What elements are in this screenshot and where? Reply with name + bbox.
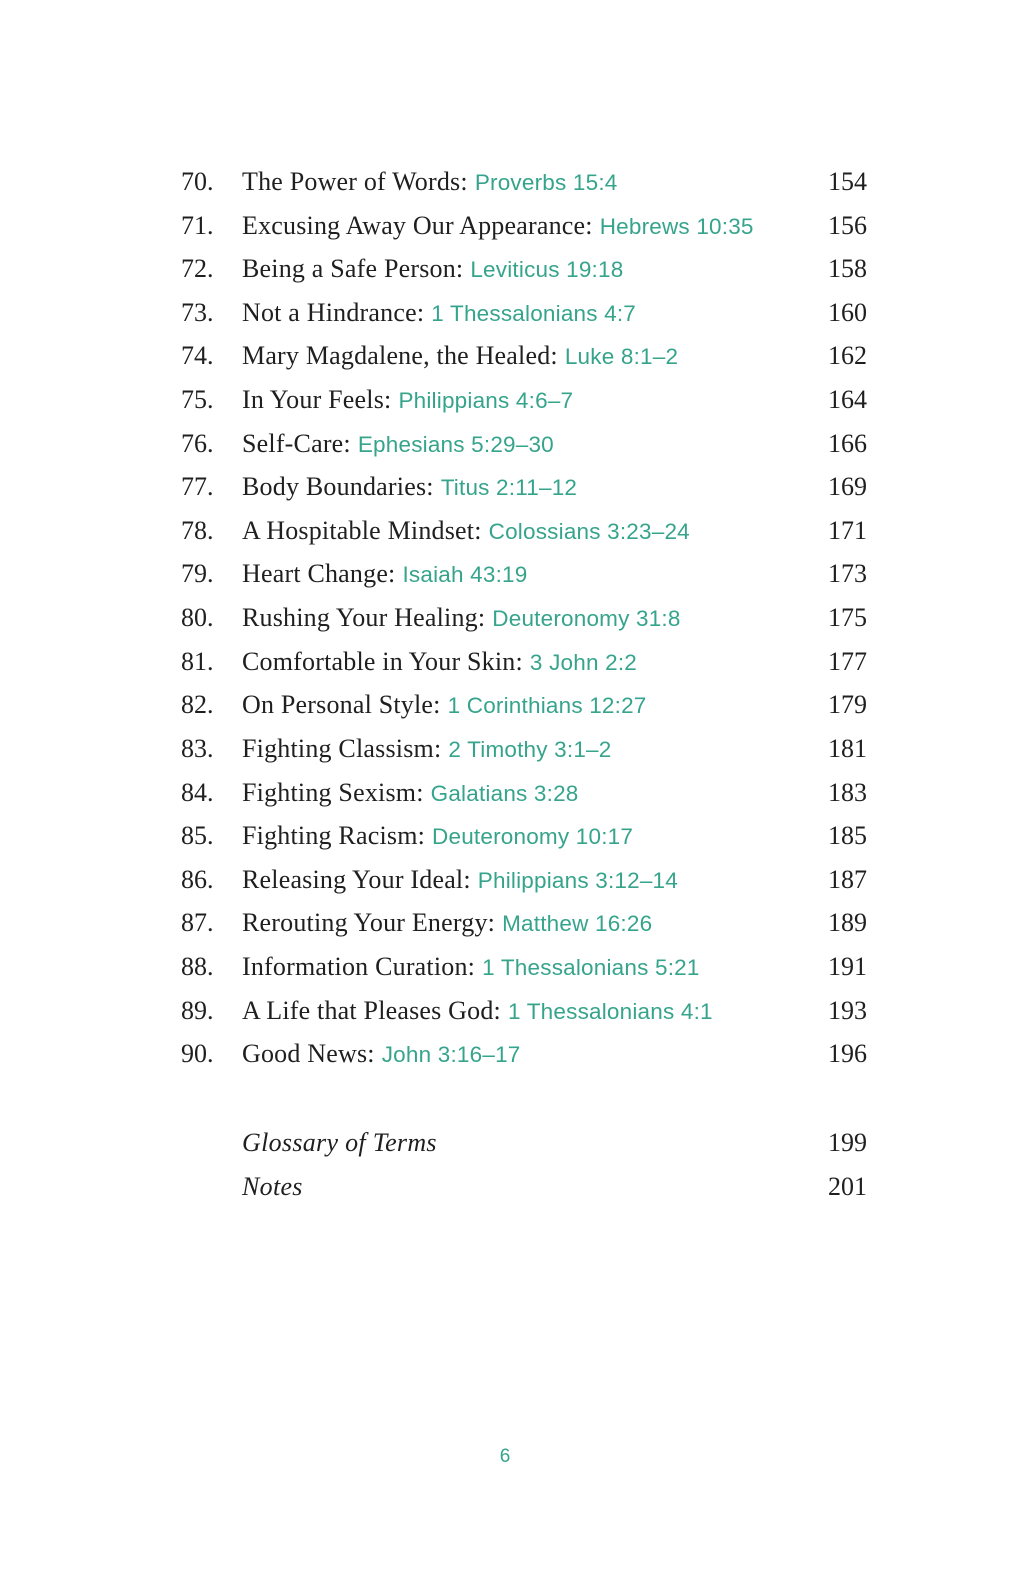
entry-number: 90. — [181, 1039, 214, 1069]
entry-title: Being a Safe Person: — [242, 254, 464, 284]
scripture-reference: John 3:16–17 — [381, 1042, 521, 1068]
entry-title: Fighting Racism: — [242, 821, 426, 851]
entry-title: On Personal Style: — [242, 690, 441, 720]
backmatter-title: Notes — [242, 1171, 303, 1201]
toc-entry — [181, 160, 867, 204]
toc-entry — [181, 771, 867, 815]
entry-page-number: 173 — [828, 559, 867, 589]
entry-title: Comfortable in Your Skin: — [242, 646, 523, 676]
entry-page-number: 162 — [828, 341, 867, 371]
scripture-reference: 1 Corinthians 12:27 — [447, 693, 647, 719]
scripture-reference: 2 Timothy 3:1–2 — [448, 736, 612, 762]
toc-entry — [181, 334, 867, 378]
scripture-reference: Philippians 4:6–7 — [398, 388, 574, 414]
entry-number: 81. — [181, 646, 214, 676]
entry-page-number: 169 — [828, 472, 867, 502]
entry-page-number: 181 — [828, 733, 867, 763]
toc-entry — [181, 378, 867, 422]
entry-title: Mary Magdalene, the Healed: — [242, 341, 558, 371]
toc-entry — [181, 858, 867, 902]
entry-title: Self-Care: — [242, 428, 351, 458]
entry-title: Rerouting Your Energy: — [242, 908, 496, 938]
entry-page-number: 160 — [828, 297, 867, 327]
entry-title: Information Curation: — [242, 951, 476, 981]
toc-entry — [181, 945, 867, 989]
scripture-reference: Matthew 16:26 — [502, 911, 653, 937]
entry-title: Not a Hindrance: — [242, 297, 425, 327]
entry-page-number: 158 — [828, 254, 867, 284]
backmatter-title: Glossary of Terms — [242, 1128, 437, 1157]
toc-entry — [181, 422, 867, 466]
toc-entry — [181, 204, 867, 248]
scripture-reference: Leviticus 19:18 — [470, 257, 624, 283]
scripture-reference: Galatians 3:28 — [430, 780, 579, 806]
toc-entry — [181, 509, 867, 553]
toc-entry — [181, 465, 867, 509]
entry-title: Fighting Classism: — [242, 733, 442, 763]
toc-list — [181, 160, 867, 1076]
entry-title: Good News: — [242, 1039, 375, 1069]
entry-number: 76. — [181, 428, 214, 458]
scripture-reference: Philippians 3:12–14 — [477, 867, 678, 893]
entry-title: A Life that Pleases God: — [242, 995, 501, 1025]
entry-page-number: 189 — [828, 908, 867, 938]
toc-entry — [181, 596, 867, 640]
entry-page-number: 154 — [828, 167, 867, 196]
entry-number: 89. — [181, 995, 214, 1025]
entry-number: 74. — [181, 341, 214, 371]
entry-number: 88. — [181, 951, 214, 981]
page-footer — [0, 1446, 1010, 1468]
entry-number: 77. — [181, 472, 214, 502]
entry-number: 87. — [181, 908, 214, 938]
toc-entry — [181, 683, 867, 727]
entry-title: In Your Feels: — [242, 385, 392, 415]
scripture-reference: Deuteronomy 10:17 — [432, 824, 634, 850]
backmatter-entry — [242, 1121, 867, 1165]
entry-number: 71. — [181, 210, 214, 240]
backmatter-list — [242, 1121, 867, 1208]
entry-page-number: 175 — [828, 603, 867, 633]
toc-entry — [181, 901, 867, 945]
entry-page-number: 183 — [828, 777, 867, 807]
toc-entry — [181, 640, 867, 684]
entry-title: Excusing Away Our Appearance: — [242, 210, 593, 240]
entry-number: 72. — [181, 254, 214, 284]
entry-page-number: 187 — [828, 864, 867, 894]
entry-title: Rushing Your Healing: — [242, 603, 486, 633]
toc-entry — [181, 291, 867, 335]
entry-page-number: 191 — [828, 951, 867, 981]
entry-number: 79. — [181, 559, 214, 589]
entry-page-number: 193 — [828, 995, 867, 1025]
entry-page-number: 166 — [828, 428, 867, 458]
backmatter-page-number: 201 — [828, 1171, 867, 1201]
entry-number: 80. — [181, 603, 214, 633]
entry-number: 85. — [181, 821, 214, 851]
entry-title: Heart Change: — [242, 559, 396, 589]
toc-entry — [181, 552, 867, 596]
entry-page-number: 156 — [828, 210, 867, 240]
entry-number: 86. — [181, 864, 214, 894]
toc-entry — [181, 727, 867, 771]
scripture-reference: Colossians 3:23–24 — [488, 518, 690, 544]
scripture-reference: Hebrews 10:35 — [599, 213, 754, 239]
entry-page-number: 177 — [828, 646, 867, 676]
scripture-reference: Isaiah 43:19 — [402, 562, 528, 588]
entry-title: Releasing Your Ideal: — [242, 864, 471, 894]
entry-number: 75. — [181, 385, 214, 415]
entry-page-number: 185 — [828, 821, 867, 851]
scripture-reference: Deuteronomy 31:8 — [492, 606, 681, 632]
entry-number: 82. — [181, 690, 214, 720]
scripture-reference: Titus 2:11–12 — [440, 475, 578, 501]
entry-title: A Hospitable Mindset: — [242, 515, 482, 545]
toc-entry — [181, 247, 867, 291]
scripture-reference: 3 John 2:2 — [529, 649, 638, 675]
entry-number: 84. — [181, 777, 214, 807]
entry-page-number: 164 — [828, 385, 867, 415]
entry-page-number: 179 — [828, 690, 867, 720]
entry-number: 73. — [181, 297, 214, 327]
entry-number: 70. — [181, 167, 214, 196]
entry-title: Fighting Sexism: — [242, 777, 424, 807]
scripture-reference: 1 Thessalonians 4:1 — [507, 998, 713, 1024]
toc-entry — [181, 989, 867, 1033]
entry-page-number: 196 — [828, 1039, 867, 1069]
entry-number: 83. — [181, 733, 214, 763]
entry-number: 78. — [181, 515, 214, 545]
entry-page-number: 171 — [828, 515, 867, 545]
toc-entry — [181, 814, 867, 858]
toc-entry — [181, 1032, 867, 1076]
scripture-reference: 1 Thessalonians 4:7 — [431, 300, 637, 326]
entry-title: Body Boundaries: — [242, 472, 434, 502]
backmatter-entry — [242, 1165, 867, 1209]
scripture-reference: Proverbs 15:4 — [474, 170, 618, 195]
entry-title: The Power of Words: — [242, 167, 468, 196]
scripture-reference: Ephesians 5:29–30 — [357, 431, 554, 457]
scripture-reference: 1 Thessalonians 5:21 — [482, 954, 700, 980]
backmatter-page-number: 199 — [828, 1128, 867, 1157]
scripture-reference: Luke 8:1–2 — [564, 344, 679, 370]
folio-page-number: 6 — [499, 1446, 511, 1467]
